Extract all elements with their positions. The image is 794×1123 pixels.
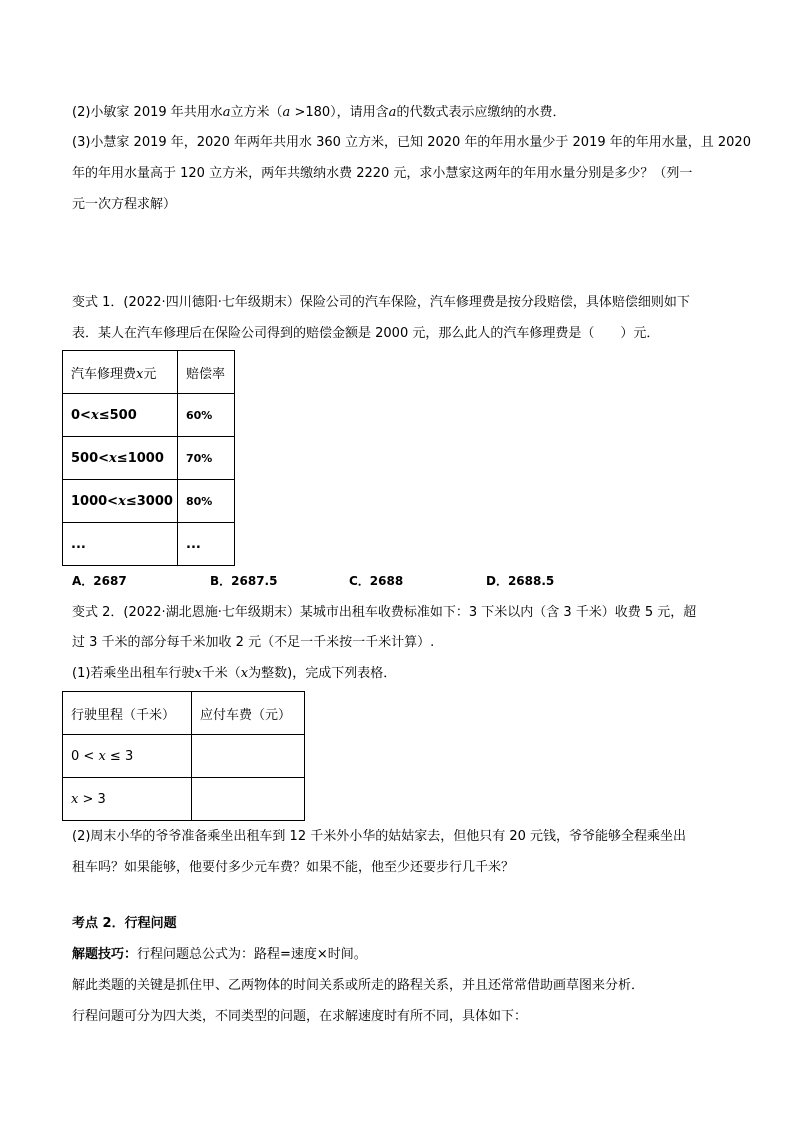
table-header-row (63, 692, 305, 735)
table-row (63, 523, 235, 566)
section-line2: 解此类题的关键是抓住甲、乙两物体的时间关系或所走的路程关系，并且还常常借助画草图来分析． (72, 978, 645, 993)
tip-line (72, 945, 367, 965)
range-right: ≤3000 (125, 493, 173, 509)
repair-compensation-table (62, 350, 235, 566)
q2-mid: 立方米（ (230, 105, 283, 120)
range-var: x (118, 493, 126, 509)
q2-end: 的代数式表示应缴纳的水费． (396, 105, 566, 120)
option-d: D．2688.5 (486, 574, 555, 588)
table-row (63, 437, 235, 480)
row2-right: > 3 (78, 791, 106, 807)
range-right: ≤1000 (116, 450, 164, 466)
q2-text: (2)小敏家 2019 年共用水 (72, 105, 223, 120)
variant2-q1 (72, 664, 396, 684)
range-left: 0< (71, 407, 91, 423)
row1-var: x (98, 748, 106, 764)
row1-right: ≤ 3 (105, 748, 134, 764)
distance-cell (63, 735, 192, 778)
header-var: x (136, 366, 144, 382)
rate-cell: 70% (178, 437, 235, 480)
variant2-line1: 变式 2．(2022·湖北恩施·七年级期末）某城市出租车收费标准如下：3 下米以内（含 3 千米）收费 5 元，超 (72, 605, 697, 620)
rate-cell: 80% (178, 480, 235, 523)
range-cell (63, 437, 178, 480)
tip-label: 解题技巧： (72, 947, 138, 962)
header-rate: 赔偿率 (178, 351, 235, 394)
header-fare: 应付车费（元） (192, 692, 305, 735)
var-a-2: a (388, 105, 397, 120)
q2-mid2: ），请用含 (330, 105, 389, 120)
range-left: 1000< (71, 493, 119, 509)
row1-left: 0 < (71, 748, 99, 764)
range-left: 500< (71, 450, 110, 466)
header-suffix: 元 (143, 366, 157, 382)
table-row (63, 735, 305, 778)
q2-cond: >180 (290, 105, 331, 120)
row2-var: x (71, 791, 79, 807)
question-3-line3: 元一次方程求解） (72, 197, 177, 212)
question-3-line2: 年的年用水量高于 120 立方米，两年共缴纳水费 2220 元，求小慧家这两年的年用水量分别是多少？（列一 (72, 166, 693, 181)
question-2 (72, 103, 565, 123)
option-c: C．2688 (349, 574, 404, 588)
range-var: x (90, 407, 99, 423)
table-row (63, 778, 305, 821)
range-cell (63, 480, 178, 523)
option-b: B．2687.5 (210, 574, 278, 588)
header-prefix: 汽车修理费 (71, 366, 137, 382)
variant1-line1: 变式 1．(2022·四川德阳·七年级期末）保险公司的汽车保险，汽车修理费是按分段赔偿，具体赔偿细则如下 (72, 295, 690, 310)
header-distance: 行驶里程（千米） (63, 692, 192, 735)
q1-var: x (194, 666, 202, 681)
tip-text: 行程问题总公式为：路程=速度×时间。 (137, 947, 367, 962)
header-repair-fee (63, 351, 178, 394)
var-a: a (222, 105, 231, 120)
table-header-row (63, 351, 235, 394)
q1-suffix: 为整数)，完成下列表格． (248, 666, 397, 681)
q1-var2: x (240, 666, 249, 681)
rate-cell: ... (178, 523, 235, 566)
distance-cell (63, 778, 192, 821)
table-row (63, 394, 235, 437)
section-title: 考点 2．行程问题 (72, 916, 177, 931)
question-3-line1: (3)小慧家 2019 年，2020 年两年共用水 360 立方米，已知 2020 年的年用水量少于 2019 年的年用水量，且 2020 (72, 135, 751, 150)
range-right: ≤500 (98, 407, 137, 423)
fare-cell-empty[interactable] (192, 735, 305, 778)
fare-cell-empty[interactable] (192, 778, 305, 821)
variant2-q2-line2: 租车吗？如果能够，他要付多少元车费？如果不能，他至少还要步行几千米？ (72, 860, 515, 875)
q1-prefix: (1)若乘坐出租车行驶 (72, 666, 195, 681)
range-var: x (109, 450, 117, 466)
option-a: A．2687 (72, 574, 127, 588)
table-row (63, 480, 235, 523)
var-a-cond: a (282, 105, 291, 120)
variant2-q2-line1: (2)周末小华的爷爷准备乘坐出租车到 12 千米外小华的姑姑家去，但他只有 20 元钱，爷爷能够全程乘坐出 (72, 829, 687, 844)
range-cell (63, 523, 178, 566)
taxi-fare-table (62, 691, 305, 821)
range-cell (63, 394, 178, 437)
q1-mid: 千米（ (201, 666, 241, 681)
variant2-line2: 过 3 千米的部分每千米加收 2 元（不足一千米按一千米计算）. (72, 635, 435, 650)
section-line3: 行程问题可分为四大类，不同类型的问题，在求解速度时有所不同，具体如下： (72, 1009, 528, 1024)
variant1-line2: 表．某人在汽车修理后在保险公司得到的赔偿金额是 2000 元，那么此人的汽车修理费是（ ）元． (72, 326, 660, 341)
rate-cell: 60% (178, 394, 235, 437)
range-left: ... (71, 536, 86, 552)
